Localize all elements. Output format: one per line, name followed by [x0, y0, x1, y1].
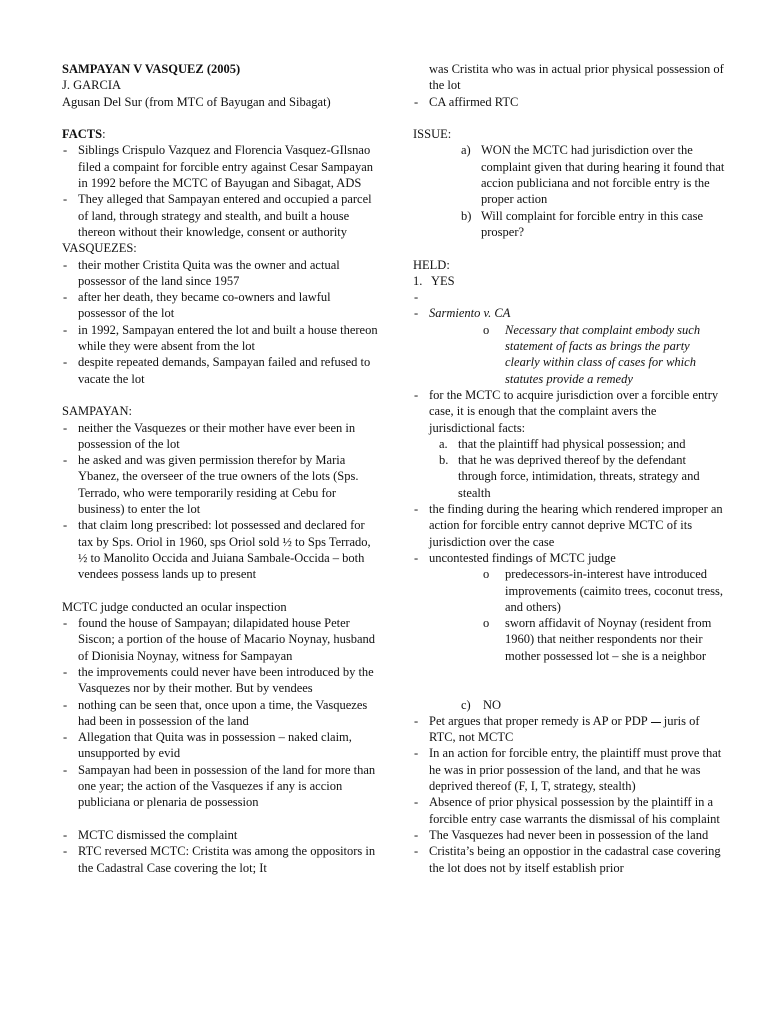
ocular-item: - Allegation that Quita was in possession – naked claim, unsupported by evid [62, 729, 380, 762]
procedure-item: - MCTC dismissed the complaint [62, 827, 380, 843]
issue-marker: b) [461, 208, 472, 223]
venue-line: Agusan Del Sur (from MTC of Bayugan and Sibagat) [62, 94, 331, 109]
jurisdictional-fact [413, 452, 725, 501]
uncontested-subitem [413, 566, 725, 615]
issue-text: WON the MCTC had jurisdiction over the complaint given that during hearing it found that accion publiciana and not forcible entry is the proper action [481, 143, 725, 207]
facts-item: - Siblings Crispulo Vazquez and Florencia Vasquez-GIlsnao filed a compaint for forcible entry against Cesar Sampayan in 1992 before the MCTC of Bayugan and Sibagat, ADS [62, 142, 380, 191]
issue-item [413, 208, 725, 241]
sampayan-item: - that claim long prescribed: lot possessed and declared for tax by Sps. Oriol in 1960, sps Oriol sold ½ to Sps Terrado, ½ to Manolito Occida and Juiana Sambale-Occida – both vendees possess lands up to present [62, 517, 380, 582]
bullet-circle: o [483, 567, 490, 582]
fact-marker: b. [439, 453, 449, 468]
held-no-item: - Cristita’s being an oppostior in the cadastral case covering the lot does not by itself establish prior [413, 843, 725, 876]
issue-text: Will complaint for forcible entry in this case prosper? [481, 208, 703, 239]
vasquezes-item: - after her death, they became co-owners and lawful possessor of the lot [62, 289, 380, 322]
fact-text: that the plaintiff had physical possession; and [458, 436, 686, 451]
finding-item: - the finding during the hearing which rendered improper an action for forcible entry cannot deprive MCTC of its jurisdiction over the case [413, 501, 725, 550]
left-column [62, 61, 380, 876]
arrow-icon [651, 716, 661, 723]
held-no-item: - In an action for forcible entry, the plaintiff must prove that he was in prior possession of the land, and that he was deprived thereof (F, I, T, strategy, stealth) [413, 745, 725, 794]
held-no-item: - The Vasquezes had never been in possession of the land [413, 827, 725, 843]
pet-argues-text-a: Pet argues that proper remedy is AP or PDP [429, 713, 648, 728]
held-no-item: - Absence of prior physical possession by the plaintiff in a forcible entry case warrants the dismissal of his complaint [413, 794, 725, 827]
ocular-heading: MCTC judge conducted an ocular inspection [62, 599, 287, 614]
held-c-text: NO [483, 697, 502, 712]
held-c-marker: c) [461, 697, 471, 712]
facts-item: - They alleged that Sampayan entered and occupied a parcel of land, through strategy and stealth, and built a house thereon without their knowledge, consent or authority [62, 191, 380, 240]
ocular-item: - nothing can be seen that, once upon a time, the Vasquezes had been in possession of the land [62, 697, 380, 730]
sampayan-heading: SAMPAYAN: [62, 404, 132, 419]
issue-item [413, 142, 725, 207]
pet-argues-text-b: juris of RTC, not MCTC [429, 713, 700, 745]
continued-text: was Cristita who was in actual prior physical possession of the lot [429, 62, 724, 93]
jurisdictional-fact [413, 436, 725, 452]
held-answer-1 [413, 273, 725, 289]
vasquezes-heading: VASQUEZES: [62, 241, 137, 256]
procedure-item: - RTC reversed MCTC: Cristita was among the oppositors in the Cadastral Case covering the lot; It [62, 843, 380, 876]
sarmiento-case-name: Sarmiento v. CA [429, 306, 511, 321]
bullet-circle: o [483, 616, 490, 631]
sarmiento-item [413, 305, 725, 321]
facts-heading [62, 126, 380, 142]
sarmiento-note-text: Necessary that complaint embody such statement of facts as brings the party clearly within class of cases for which statutes provide a remedy [505, 322, 701, 386]
ocular-item: - Sampayan had been in possession of the land for more than one year; the action of the Vasquezes if any is accion publiciana or plenaria de possession [62, 762, 380, 811]
right-column [413, 61, 725, 876]
vasquezes-item: - despite repeated demands, Sampayan failed and refused to vacate the lot [62, 354, 380, 387]
sampayan-item: - neither the Vasquezes or their mother have ever been in possession of the lot [62, 420, 380, 453]
pet-argues-item [413, 713, 725, 746]
uncontested-subitem-text: predecessors-in-interest have introduced improvements (caimito trees, coconut tress, and others) [505, 567, 723, 614]
case-title: SAMPAYAN V VASQUEZ (2005) [62, 62, 241, 76]
sampayan-item: - he asked and was given permission therefor by Maria Ybanez, the overseer of the true owners of the lots (Sps. Terrado, who were temporarily residing at Cebu for business) to enter the lot [62, 452, 380, 517]
held-heading: HELD: [413, 257, 450, 272]
bullet-circle: o [483, 322, 490, 337]
issue-heading: ISSUE: [413, 127, 452, 142]
vasquezes-item: - in 1992, Sampayan entered the lot and built a house thereon while they were absent from the lot [62, 322, 380, 355]
facts-heading-label: FACTS [62, 127, 103, 142]
issue-marker: a) [461, 143, 471, 158]
ocular-item: - the improvements could never have been introduced by the Vasquezes nor by their mother. But by vendees [62, 664, 380, 697]
held-answer-c [413, 697, 725, 713]
uncontested-item: - uncontested findings of MCTC judge [413, 550, 725, 566]
empty-item [413, 289, 725, 305]
sarmiento-note [413, 322, 725, 387]
uncontested-subitem [413, 615, 725, 664]
vasquezes-item: - their mother Cristita Quita was the owner and actual possessor of the land since 1957 [62, 257, 380, 290]
ca-affirmed-item: - CA affirmed RTC [413, 94, 725, 110]
held-answer-marker: 1. [413, 273, 423, 288]
fact-marker: a. [439, 436, 448, 451]
fact-text: that he was deprived thereof by the defendant through force, intimidation, threats, strategy and stealth [458, 453, 700, 500]
held-answer-text: YES [431, 273, 455, 288]
uncontested-subitem-text: sworn affidavit of Noynay (resident from 1960) that neither respondents nor their mother possessed lot – she is a neighbor [505, 616, 712, 663]
facts-heading-colon: : [102, 127, 106, 142]
justice-line: J. GARCIA [62, 78, 122, 93]
ocular-item: - found the house of Sampayan; dilapidated house Peter Siscon; a portion of the house of Macario Noynay, husband of Dionisia Noynay, witness for Sampayan [62, 615, 380, 664]
mctc-jurisdiction-item: - for the MCTC to acquire jurisdiction over a forcible entry case, it is enough that the complaint avers the jurisdictional facts: [413, 387, 725, 436]
